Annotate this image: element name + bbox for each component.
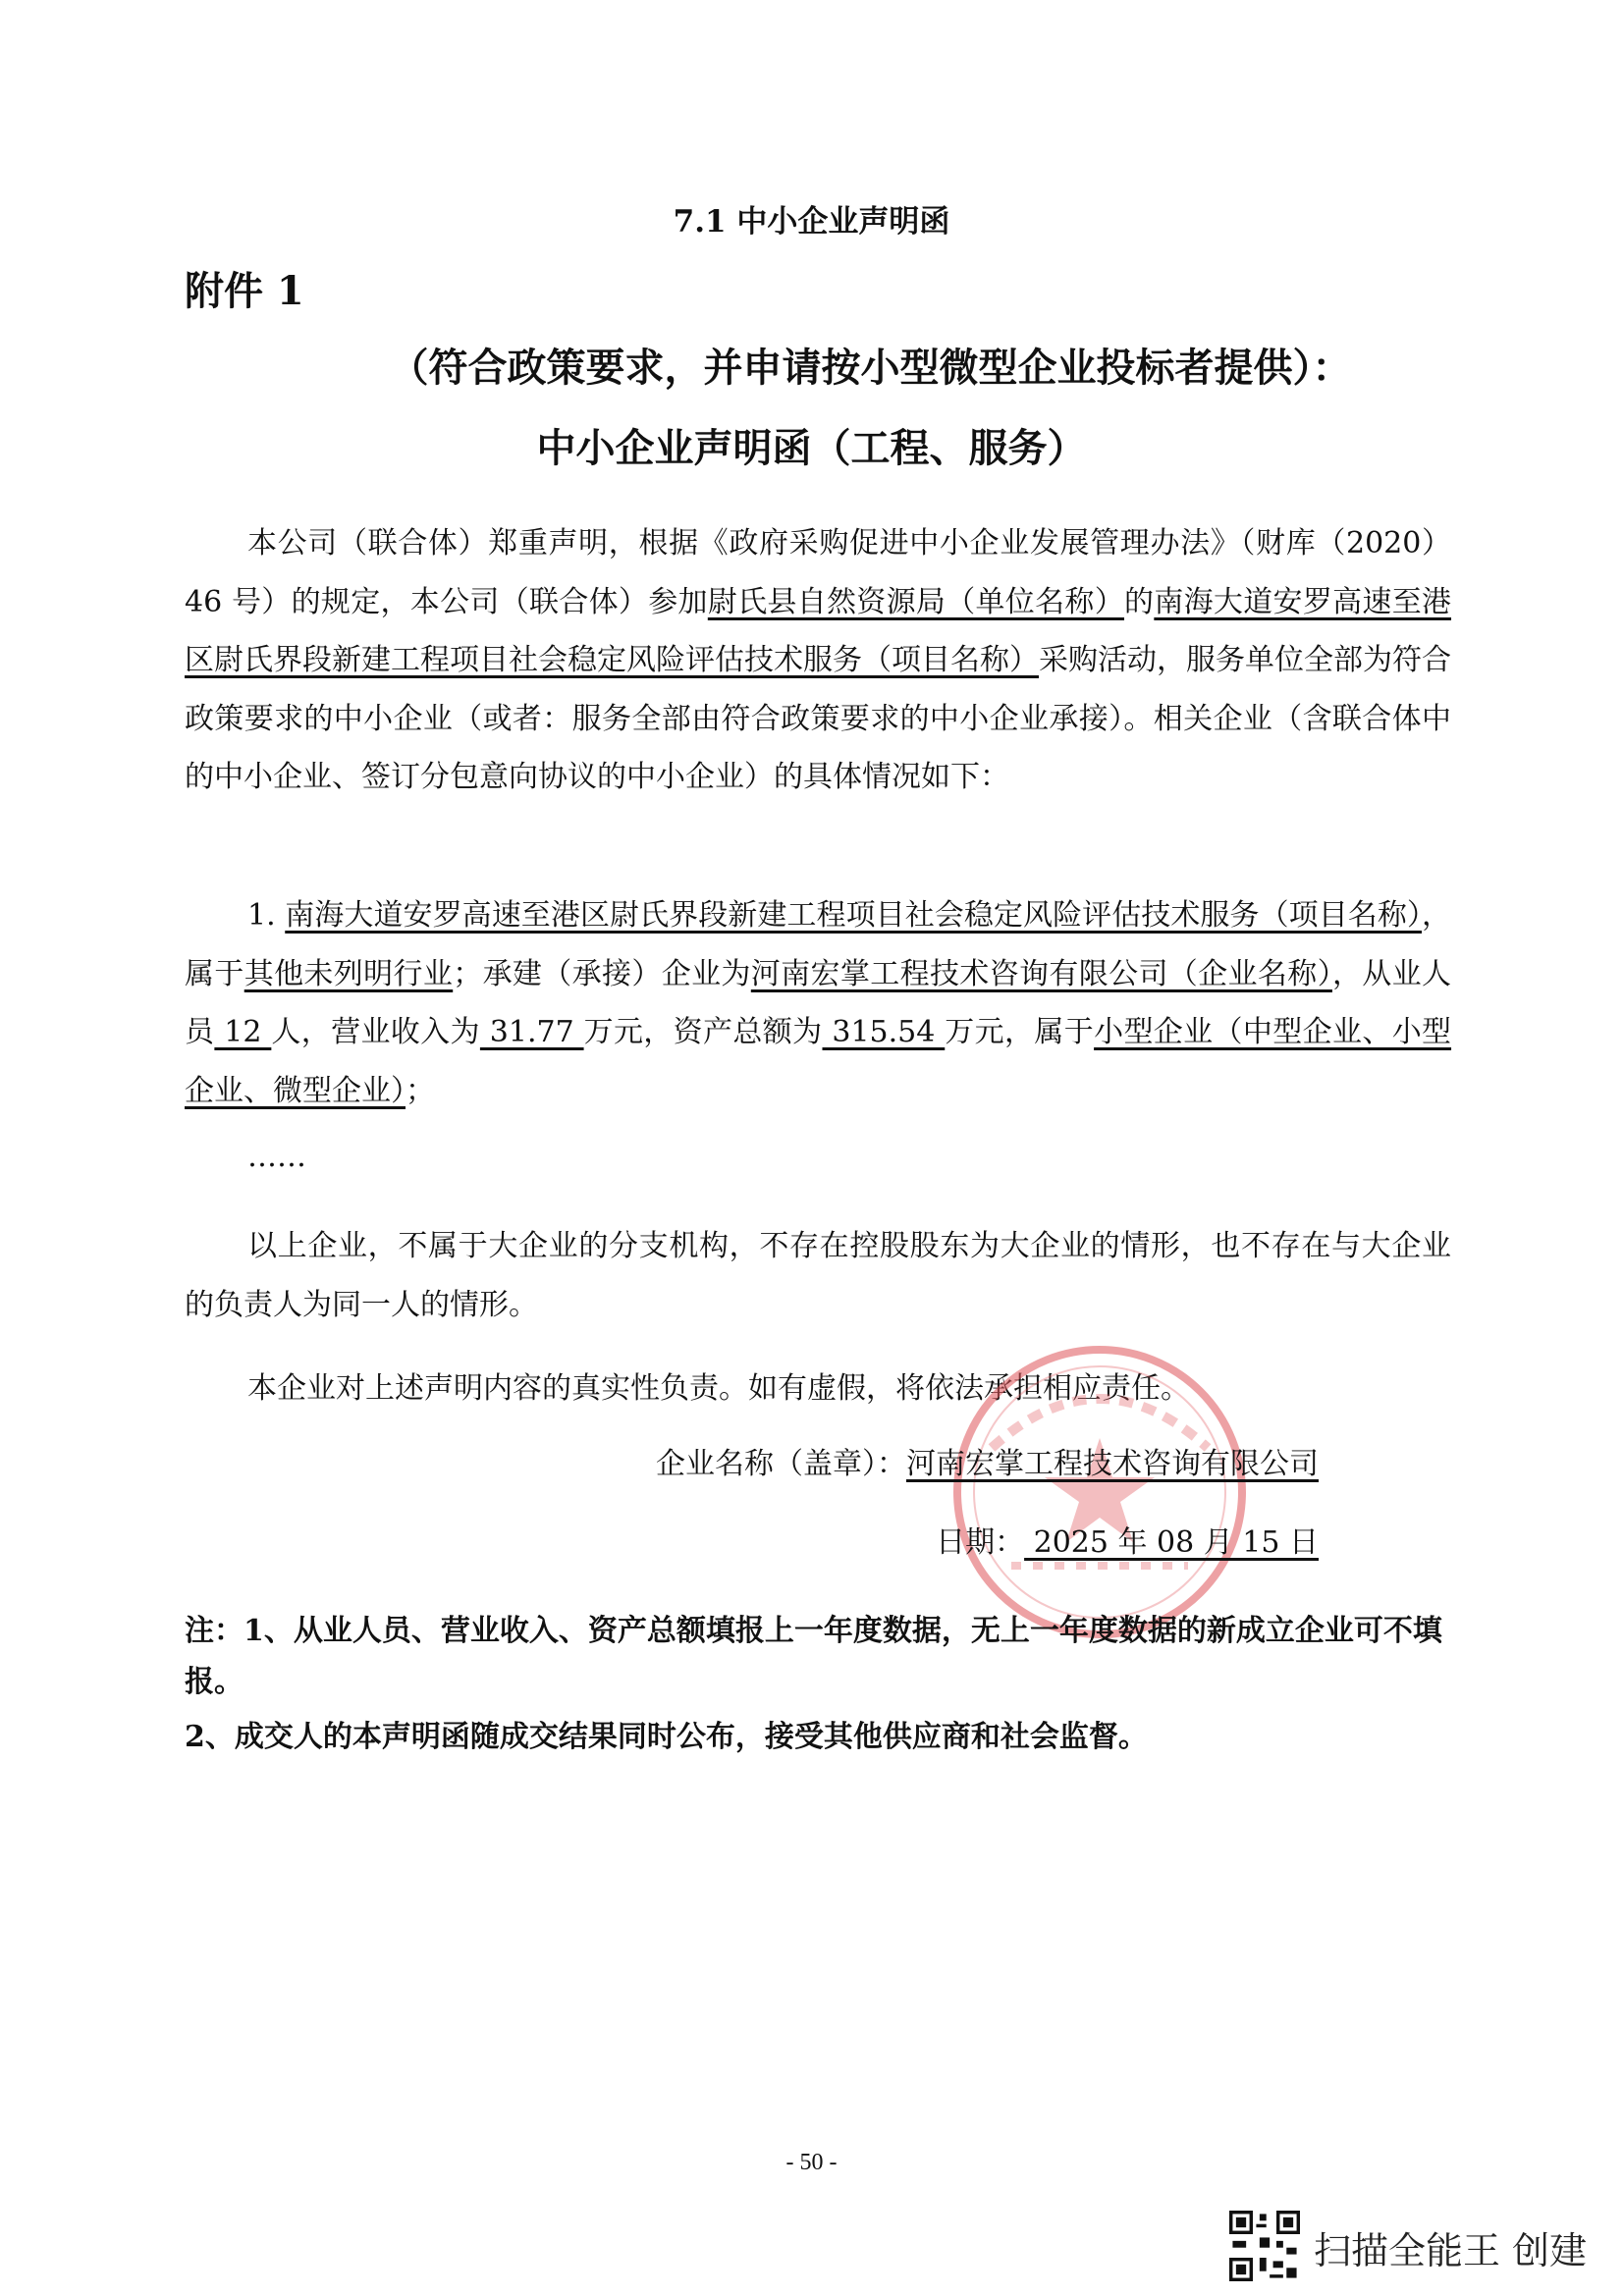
page-number: - 50 - bbox=[785, 2150, 838, 2175]
declaration-text-b: 的 bbox=[1124, 584, 1155, 619]
item-text-assets: 万元，资产总额为 bbox=[583, 1015, 823, 1049]
enterprise-item-1 bbox=[185, 886, 1451, 1120]
date-line bbox=[936, 1518, 1319, 1561]
item-industry: 其他未列明行业 bbox=[243, 956, 454, 991]
item-project-name: 南海大道安罗高速至港区尉氏界段新建工程项目社会稳定风险评估技术服务（项目名称） bbox=[285, 898, 1422, 933]
item-text-scale: 万元，属于 bbox=[945, 1015, 1095, 1049]
ellipsis: …… bbox=[247, 1140, 306, 1174]
item-revenue: 31.77 bbox=[479, 1015, 584, 1049]
signature-company: 河南宏掌工程技术咨询有限公司 bbox=[906, 1447, 1319, 1481]
item-number: 1. bbox=[247, 898, 276, 933]
item-scale: 小型企业（中型企业、小型企业、微型企业） bbox=[185, 1015, 1452, 1108]
date-value: 2025 年 08 月 15 日 bbox=[1024, 1525, 1319, 1560]
declaration-text-a: 本公司（联合体）郑重声明，根据《政府采购促进中小企业发展管理办法》（财库（2020）46 号）的规定，本公司（联合体）参加 bbox=[185, 526, 1451, 619]
item-text-staff: ，从业人员 bbox=[185, 956, 1452, 1049]
qr-code-icon bbox=[1229, 2211, 1300, 2281]
company-seal-stamp bbox=[933, 1340, 1267, 1644]
project-name: 南海大道安罗高速至港区尉氏界段新建工程项目社会稳定风险评估技术服务（项目名称） bbox=[185, 584, 1452, 677]
subtitle: （符合政策要求，并申请按小型微型企业投标者提供）： bbox=[389, 345, 1352, 391]
statement-independence: 以上企业，不属于大企业的分支机构，不存在控股股东为大企业的情形，也不存在与大企业的负责人为同一人的情形。 bbox=[185, 1229, 1451, 1322]
item-text-company: ；承建（承接）企业为 bbox=[453, 956, 751, 991]
scanner-watermark: 扫描全能王 创建 bbox=[1314, 2229, 1588, 2272]
page-title: 中小企业声明函（工程、服务） bbox=[536, 425, 1087, 471]
note-1: 注：1、从业人员、营业收入、资产总额填报上一年度数据，无上一年度数据的新成立企业可不填报。 bbox=[185, 1614, 1442, 1699]
annex-label: 附件 1 bbox=[185, 268, 304, 314]
date-label: 日期： bbox=[936, 1525, 1025, 1560]
item-text-industry: ，属于 bbox=[185, 898, 1451, 991]
item-staff: 12 bbox=[214, 1015, 272, 1049]
buyer-name: 尉氏县自然资源局（单位名称） bbox=[707, 584, 1125, 619]
declaration-text-c: 采购活动，服务单位全部为符合政策要求的中小企业（或者：服务全部由符合政策要求的中小企业承接）。相关企业（含联合体中的中小企业、签订分包意向协议的中小企业）的具体情况如下： bbox=[185, 643, 1451, 794]
statement-liability: 本企业对上述声明内容的真实性负责。如有虚假，将依法承担相应责任。 bbox=[247, 1371, 1190, 1406]
item-company: 河南宏掌工程技术咨询有限公司（企业名称） bbox=[750, 956, 1332, 991]
signature-line bbox=[656, 1439, 1319, 1482]
item-text-end: ； bbox=[406, 1073, 435, 1108]
item-text-revenue: 人，营业收入为 bbox=[271, 1015, 480, 1049]
note-2: 2、成交人的本声明函随成交结果同时公布，接受其他供应商和社会监督。 bbox=[185, 1720, 1148, 1754]
declaration-paragraph bbox=[185, 514, 1451, 807]
item-assets: 315.54 bbox=[822, 1015, 946, 1049]
company-label: 企业名称（盖章）： bbox=[656, 1447, 906, 1481]
section-title: 7.1 中小企业声明函 bbox=[673, 204, 950, 240]
